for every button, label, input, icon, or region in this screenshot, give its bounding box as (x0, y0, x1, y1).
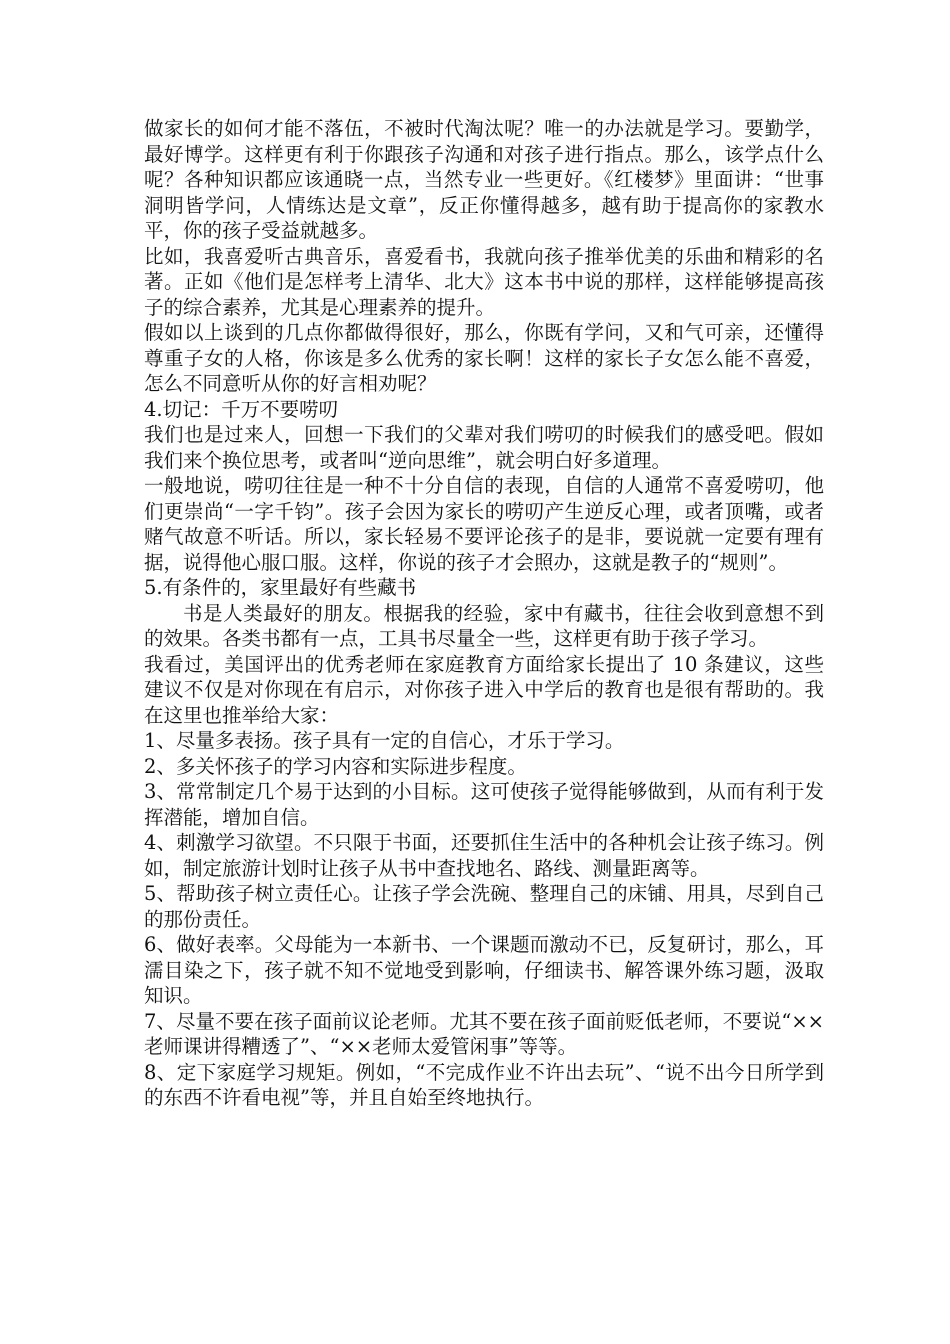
paragraph-music-books: 比如，我喜爱听古典音乐，喜爱看书，我就向孩子推举优美的乐曲和精彩的名著。正如《他们是怎样考上清华、北大》这本书中说的那样，这样能够提高孩子的综合素养，尤其是心理素养的提升。 (144, 244, 824, 319)
list-item-4: 4、刺激学习欲望。不只限于书面，还要抓住生活中的各种机会让孩子练习。例如，制定旅游计划时让孩子从书中查找地名、路线、测量距离等。 (144, 831, 824, 880)
paragraph-ten-suggestions: 我看过，美国评出的优秀老师在家庭教育方面给家长提出了 10 条建议，这些建议不仅是对你现在有启示，对你孩子进入中学后的教育也是很有帮助的。我在这里也推举给大家： (144, 652, 824, 727)
paragraph-books-friend: 书是人类最好的朋友。根据我的经验，家中有藏书，往往会收到意想不到的效果。各类书都有一点，工具书尽量全一些，这样更有助于孩子学习。 (144, 601, 824, 650)
paragraph-nagging: 一般地说，唠叨往往是一种不十分自信的表现，自信的人通常不喜爱唠叨，他们更崇尚“一字千钧”。孩子会因为家长的唠叨产生逆反心理，或者顶嘴，或者赌气故意不听话。所以，家长轻易不要评论孩子的是非，要说就一定要有理有据，说得他心服口服。这样，你说的孩子才会照办，这就是教子的“规则”。 (144, 474, 824, 574)
list-item-8: 8、定下家庭学习规矩。例如，“不完成作业不许出去玩”、“说不出今日所学到的东西不许看电视”等，并且自始至终地执行。 (144, 1060, 824, 1109)
paragraph-learning: 做家长的如何才能不落伍，不被时代淘汰呢？唯一的办法就是学习。要勤学，最好博学。这样更有利于你跟孩子沟通和对孩子进行指点。那么，该学点什么呢？各种知识都应该通晓一点，当然专业一些更好。《红楼梦》里面讲：“世事洞明皆学问，人情练达是文章”，反正你懂得越多，越有助于提高你的家教水平，你的孩子受益就越多。 (144, 117, 824, 242)
paragraph-recall: 我们也是过来人，回想一下我们的父辈对我们唠叨的时候我们的感受吧。假如我们来个换位思考，或者叫“逆向思维”，就会明白好多道理。 (144, 423, 824, 472)
list-item-1: 1、尽量多表扬。孩子具有一定的自信心，才乐于学习。 (144, 729, 625, 752)
list-item-7: 7、尽量不要在孩子面前议论老师。尤其不要在孩子面前贬低老师，不要说“××老师课讲得糟透了”、“××老师太爱管闲事”等等。 (144, 1009, 824, 1058)
list-item-6: 6、做好表率。父母能为一本新书、一个课题而激动不已，反复研讨，那么，耳濡目染之下，孩子就不知不觉地受到影响，仔细读书、解答课外练习题，汲取知识。 (144, 933, 824, 1007)
document-page (144, 116, 824, 1111)
paragraph-good-parent: 假如以上谈到的几点你都做得很好，那么，你既有学问，又和气可亲，还懂得尊重子女的人格，你该是多么优秀的家长啊！这样的家长子女怎么能不喜爱，怎么不同意听从你的好言相劝呢？ (144, 321, 824, 395)
section-heading-5: 5.有条件的，家里最好有些藏书 (144, 576, 417, 599)
section-heading-4: 4.切记：千万不要唠叨 (144, 397, 339, 421)
list-item-3: 3、常常制定几个易于达到的小目标。这可使孩子觉得能够做到，从而有利于发挥潜能，增加自信。 (144, 780, 824, 829)
list-item-5: 5、帮助孩子树立责任心。让孩子学会洗碗、整理自己的床铺、用具，尽到自己的那份责任。 (144, 882, 824, 931)
list-item-2: 2、多关怀孩子的学习内容和实际进步程度。 (144, 754, 527, 778)
